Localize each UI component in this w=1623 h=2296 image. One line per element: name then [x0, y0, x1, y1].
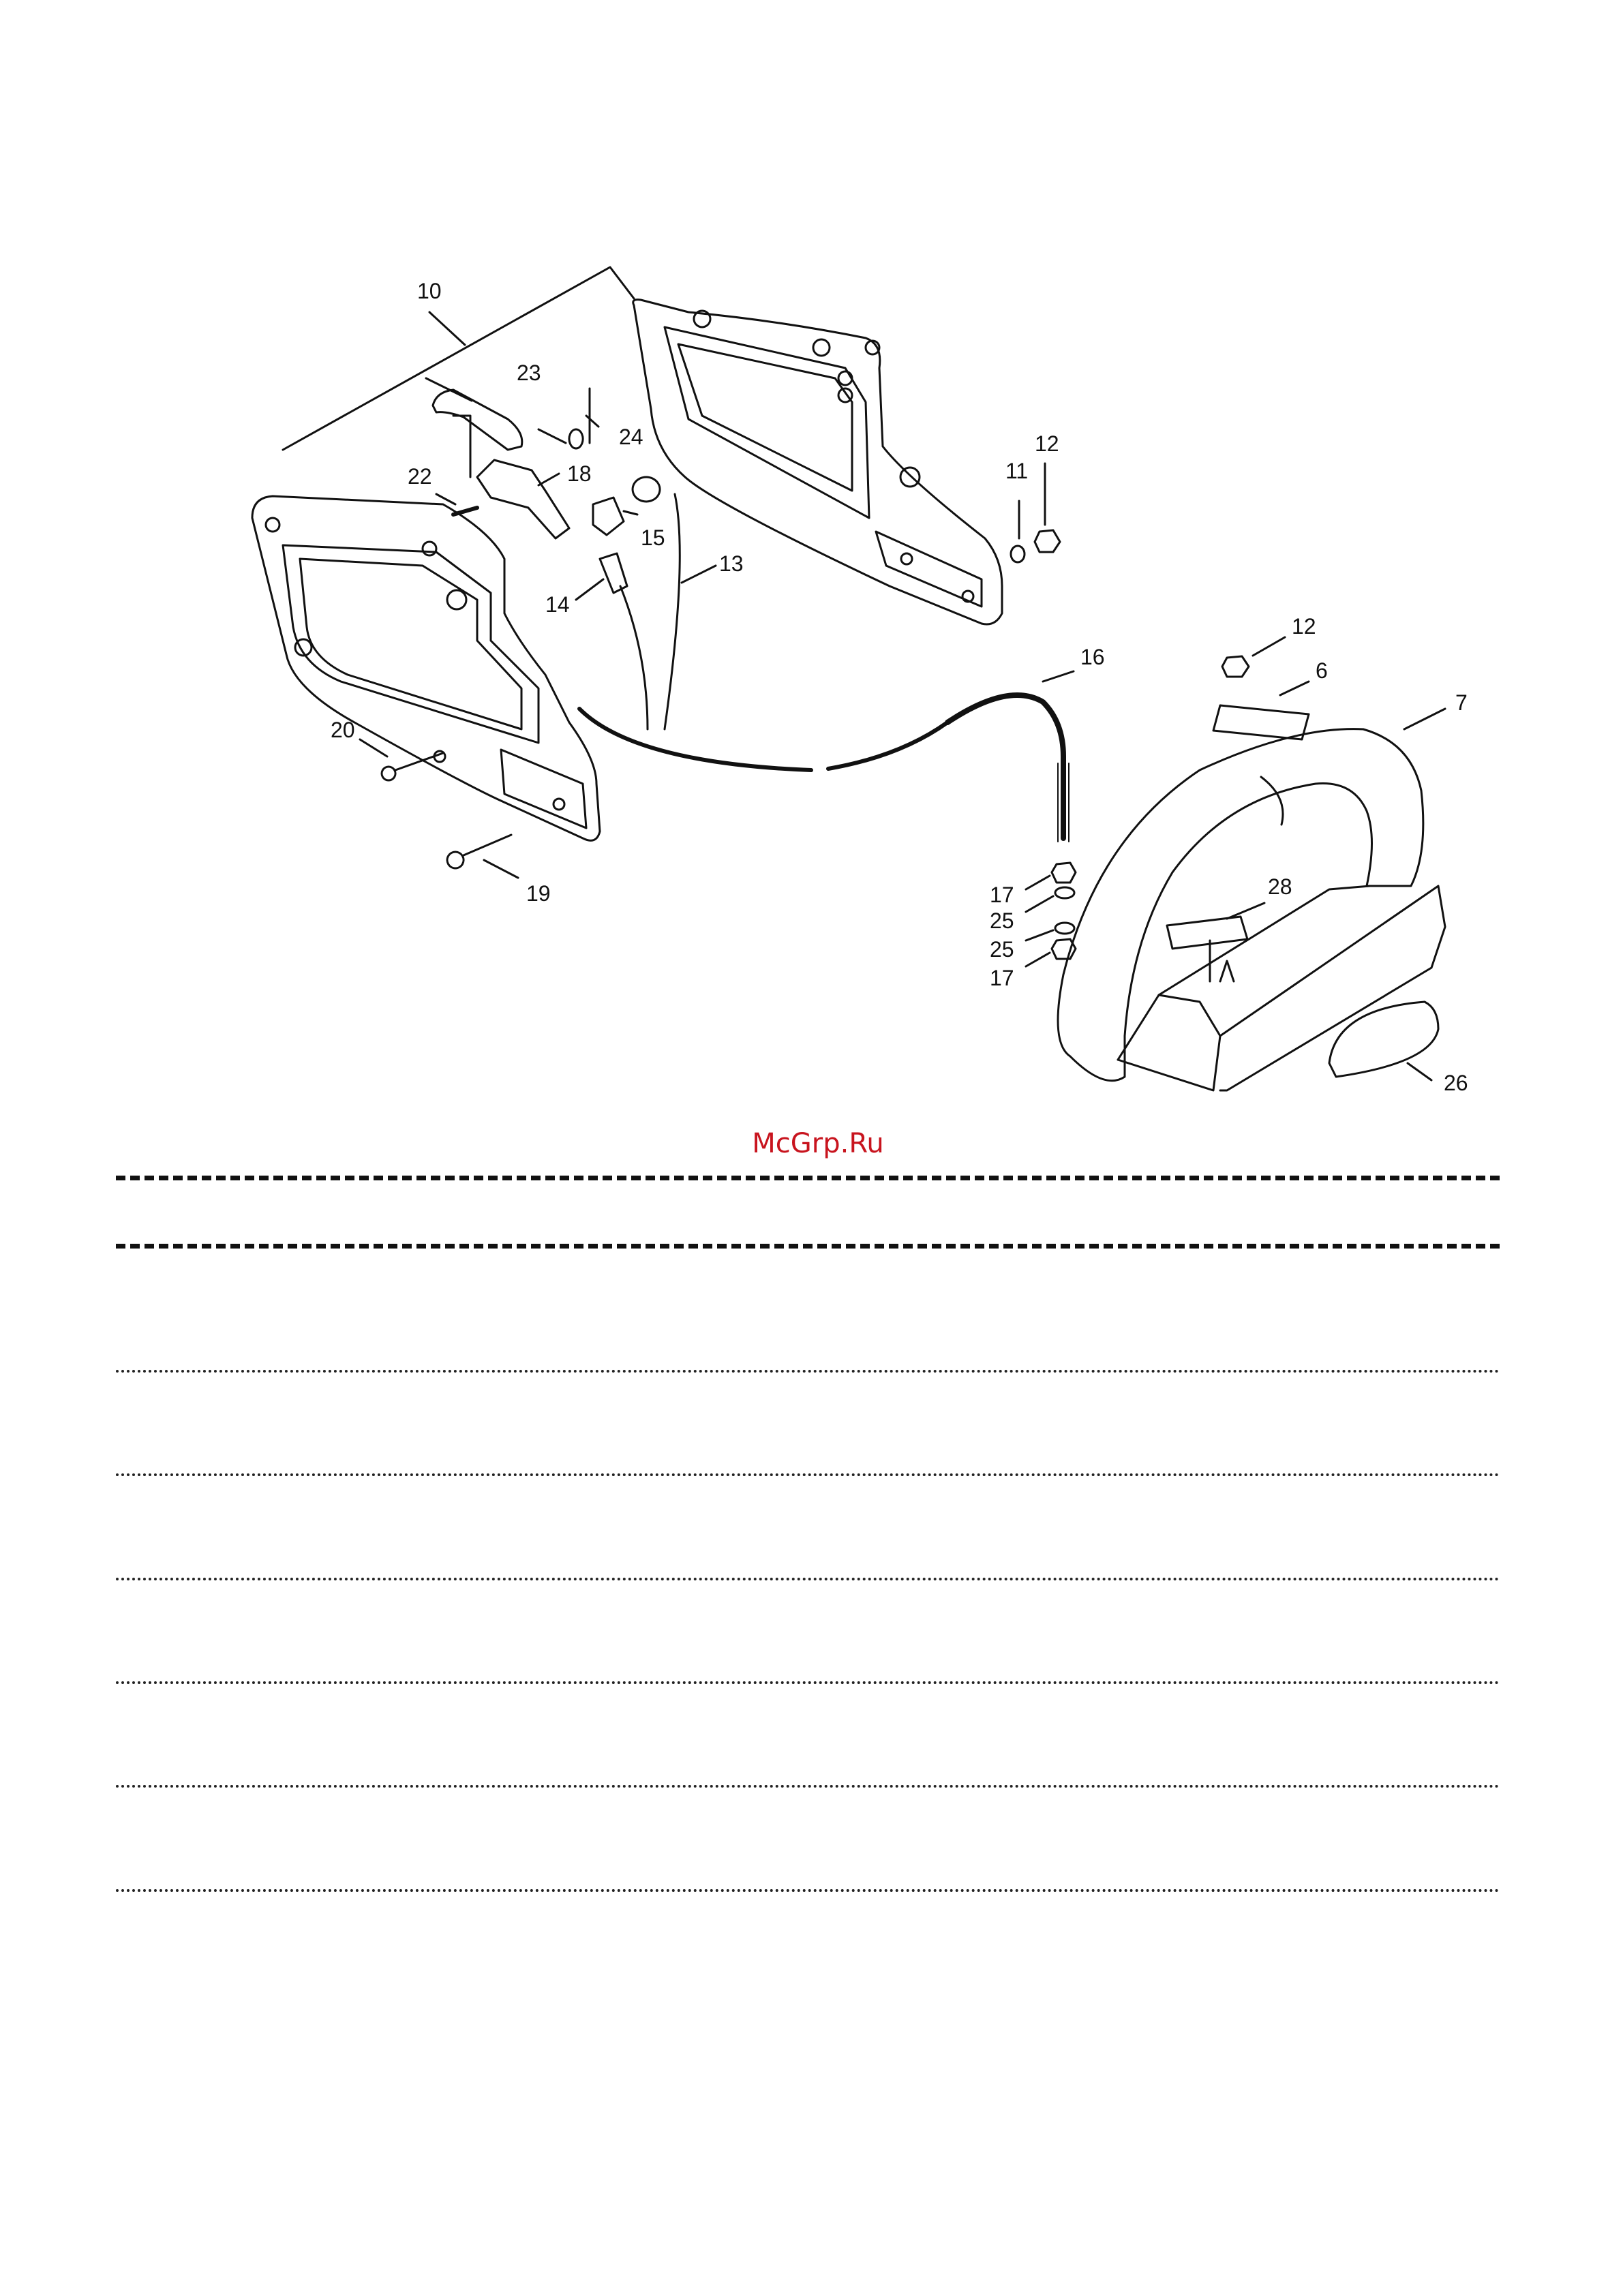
dotted-line-2 [116, 1473, 1500, 1476]
front-loop-handle [1058, 729, 1445, 1090]
callout-11: 11 [1005, 459, 1029, 483]
spring-24 [539, 429, 583, 448]
callout-12-lower: 12 [1292, 614, 1316, 639]
label-28 [1167, 917, 1247, 949]
dashed-divider-2 [116, 1244, 1500, 1249]
left-handle-housing [252, 496, 600, 840]
pin-22 [453, 508, 477, 515]
screw-19 [447, 835, 511, 868]
dotted-line-4 [116, 1681, 1500, 1684]
watermark: McGrp.Ru [752, 1128, 884, 1159]
callout-10: 10 [417, 279, 442, 303]
wire-14 [620, 586, 648, 729]
callout-14: 14 [545, 592, 570, 617]
callout-16: 16 [1080, 645, 1105, 669]
bracket-item-10 [283, 267, 634, 450]
dotted-line-3 [116, 1578, 1500, 1580]
dotted-line-6 [116, 1889, 1500, 1892]
lever-part-23 [433, 390, 522, 450]
callout-28: 28 [1268, 874, 1292, 899]
callout-17-upper: 17 [990, 883, 1014, 907]
trigger-part-18 [477, 460, 569, 538]
nut-12 [1035, 530, 1060, 552]
callout-13: 13 [719, 551, 744, 576]
washer-11 [1011, 546, 1025, 562]
throttle-cable [579, 709, 811, 770]
callout-17-lower: 17 [990, 966, 1014, 990]
callout-7: 7 [1455, 690, 1468, 715]
callout-25-lower: 25 [990, 937, 1014, 962]
callout-25-upper: 25 [990, 908, 1014, 933]
callout-15: 15 [641, 525, 665, 550]
callout-18: 18 [567, 461, 592, 486]
ring-terminal [633, 477, 660, 502]
callout-6: 6 [1316, 658, 1328, 683]
spring-pin [453, 416, 470, 477]
callout-20: 20 [331, 718, 355, 742]
callout-26: 26 [1444, 1071, 1468, 1095]
wire-13 [665, 494, 680, 729]
dotted-line-1 [116, 1370, 1500, 1373]
dashed-divider-1 [116, 1176, 1500, 1180]
callout-23: 23 [517, 361, 541, 385]
callout-12-upper: 12 [1035, 431, 1059, 456]
nut-12b [1222, 656, 1249, 677]
callout-22: 22 [408, 464, 432, 489]
switch-part-15 [593, 498, 624, 535]
label-26 [1329, 1002, 1438, 1077]
callout-24: 24 [619, 425, 643, 449]
dotted-line-5 [116, 1785, 1500, 1788]
callout-19: 19 [526, 881, 551, 906]
connector-14 [600, 553, 627, 593]
right-handle-housing [633, 300, 1002, 624]
plate-6 [1213, 705, 1309, 739]
